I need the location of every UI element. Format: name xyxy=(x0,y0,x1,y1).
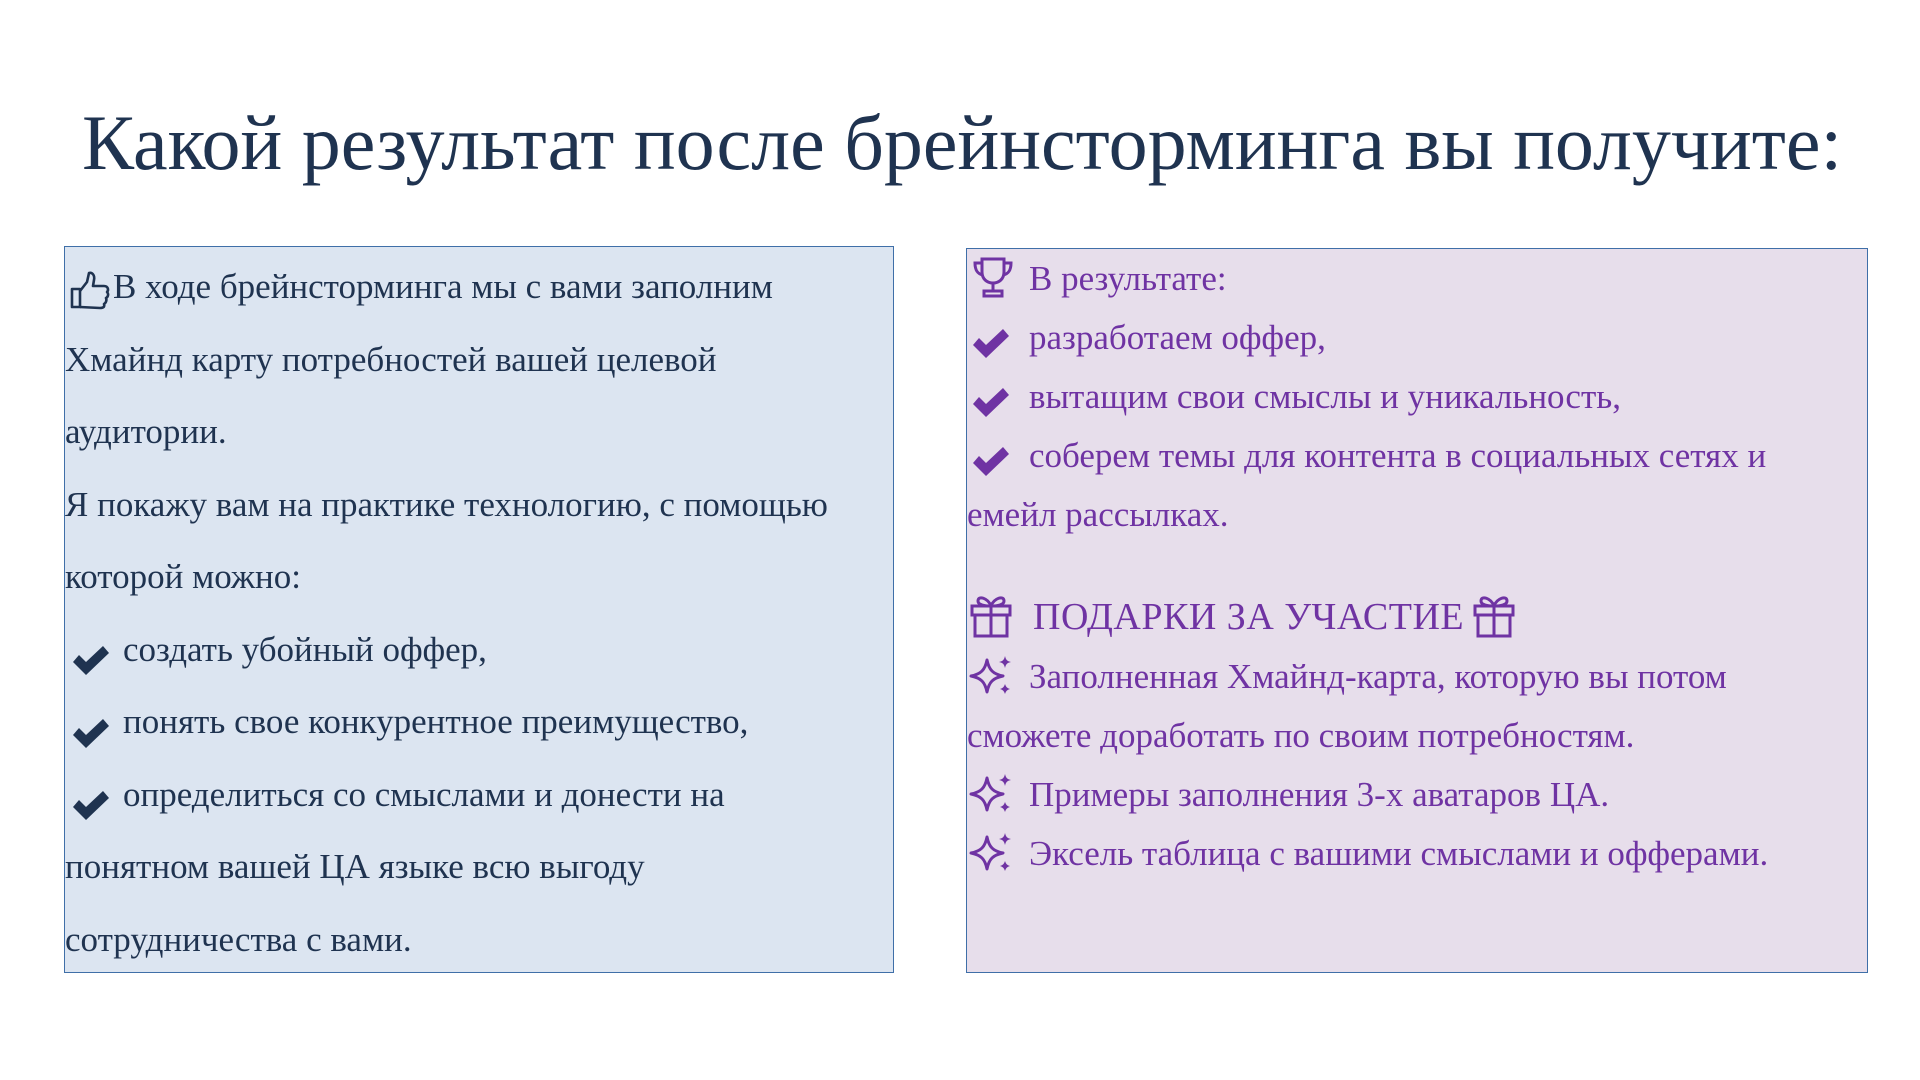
sparkles-icon xyxy=(969,831,1015,875)
brainstorm-description-text xyxy=(65,247,893,976)
list-item-continuation: понятном вашей ЦА языке всю выгоду xyxy=(65,847,645,886)
result-item-text: соберем темы для контента в социальных сетях и xyxy=(1029,436,1767,475)
gift-item-text: Эксель таблица с вашими смыслами и офферами. xyxy=(1029,834,1769,873)
check-icon xyxy=(971,320,1011,354)
result-item-continuation: емейл рассылках. xyxy=(967,495,1229,534)
result-item xyxy=(967,308,1867,367)
trophy-icon xyxy=(971,256,1015,300)
check-icon xyxy=(71,776,111,810)
brainstorm-description-box xyxy=(64,246,894,973)
sparkles-icon xyxy=(969,654,1015,698)
gift-item xyxy=(967,765,1867,824)
result-item-text: вытащим свои смыслы и уникальность, xyxy=(1029,377,1621,416)
list-item xyxy=(65,686,893,759)
intro-line: Хмайнд карту потребностей вашей целевой xyxy=(65,339,717,379)
check-icon xyxy=(71,631,111,665)
gift-item xyxy=(967,824,1867,883)
results-text xyxy=(967,249,1867,883)
intro-line xyxy=(65,251,893,324)
sparkles-icon xyxy=(969,772,1015,816)
gift-icon xyxy=(969,593,1013,639)
gift-item-continuation: сможете доработать по своим потребностям. xyxy=(967,716,1635,755)
list-item-text: создать убойный оффер, xyxy=(123,629,487,669)
result-item xyxy=(967,367,1867,426)
thumbs-up-icon xyxy=(69,264,111,306)
results-heading xyxy=(967,249,1867,308)
page-title: Какой результат после брейнсторминга вы получите: xyxy=(82,99,1843,186)
result-item xyxy=(967,426,1867,485)
list-item-continuation: сотрудничества с вами. xyxy=(65,919,412,959)
list-item-text: определиться со смыслами и донести на xyxy=(123,774,725,814)
section-gap xyxy=(967,544,1867,588)
gift-icon xyxy=(1472,593,1516,639)
gift-item-text: Примеры заполнения 3-х аватаров ЦА. xyxy=(1029,775,1610,814)
practice-line: которой можно: xyxy=(65,557,301,596)
gifts-heading xyxy=(967,588,1867,647)
practice-line: Я покажу вам на практике технологию, с помощью xyxy=(65,484,828,524)
result-item-text: разработаем оффер, xyxy=(1029,318,1326,357)
list-item xyxy=(65,759,893,832)
intro-text-1: В ходе брейнсторминга мы с вами заполним xyxy=(113,267,773,306)
gift-item-text: Заполненная Хмайнд-карта, которую вы потом xyxy=(1029,657,1727,696)
intro-line: аудитории. xyxy=(65,412,227,451)
list-item xyxy=(65,614,893,687)
check-icon xyxy=(71,704,111,738)
check-icon xyxy=(971,379,1011,413)
results-box xyxy=(966,248,1868,973)
gifts-title: ПОДАРКИ ЗА УЧАСТИЕ xyxy=(1033,596,1465,638)
results-label: В результате: xyxy=(1029,259,1227,298)
check-icon xyxy=(971,438,1011,472)
list-item-text: понять свое конкурентное преимущество, xyxy=(123,702,749,741)
gift-item xyxy=(967,647,1867,706)
